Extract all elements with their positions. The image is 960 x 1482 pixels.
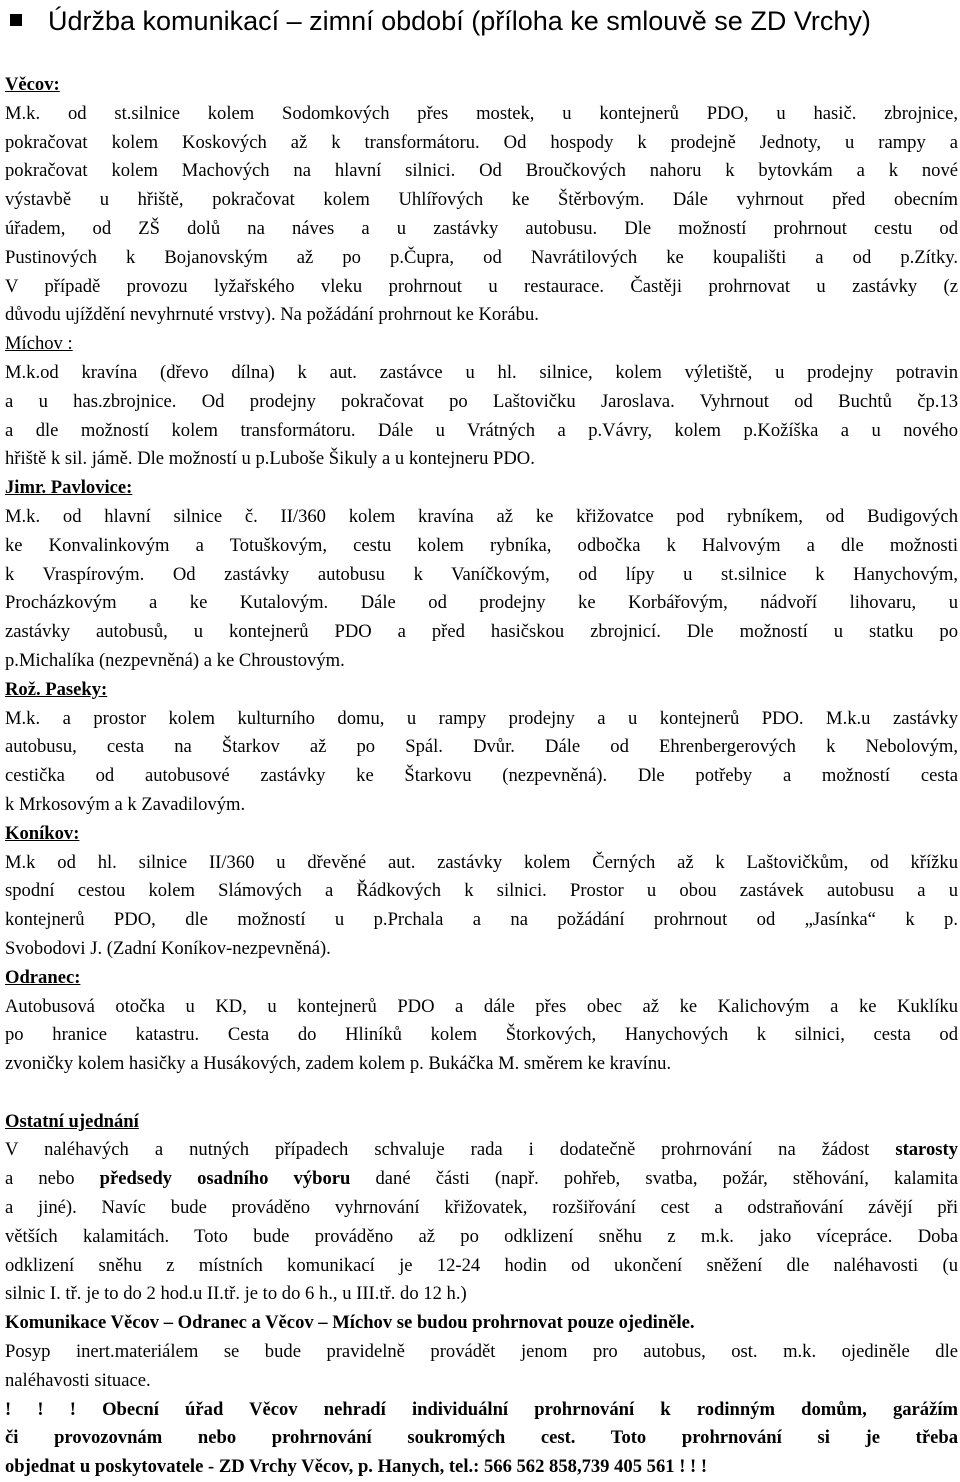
text-line [5, 1165, 958, 1194]
text-line: důvodu ujíždění nevyhrnuté vrstvy). Na požádání prohrnout ke Korábu. [5, 304, 539, 326]
text-line: Procházkovým a ke Kutalovým. Dále od prodejny ke Korbářovým, nádvoří lihovaru, u [5, 592, 958, 614]
text-line: V případě provozu lyžařského vleku prohrnout u restaurace. Častěji prohrnovat u zastávky (z [5, 275, 958, 297]
bold-text-run: starosty [895, 1139, 958, 1161]
spacer [5, 1079, 958, 1108]
document-title [10, 4, 950, 38]
text-line: hřiště k sil. jámě. Dle možností u p.Luboše Šikuly a u kontejneru PDO. [5, 448, 535, 470]
bold-notice-line: či provozovnám nebo prohrnování soukromých cest. Toto prohrnování si je třeba [5, 1427, 958, 1449]
section-heading-paseky: Rož. Paseky: [5, 678, 108, 700]
bold-text-run: předsedy osadního výboru [99, 1168, 351, 1190]
text-line: a u has.zbrojnice. Od prodejny pokračovat po Laštovičku Jaroslava. Vyhrnout od Buchtů čp.13 [5, 390, 958, 412]
text-line: Posyp inert.materiálem se bude pravidelně provádět jenom pro autobus, ost. m.k. ojediněle dle [5, 1341, 958, 1363]
text-line: M.k. od hlavní silnice č. II/360 kolem kravína až ke křižovatce pod rybníkem, od Budigových [5, 505, 958, 527]
text-line: M.k od hl. silnice II/360 u dřevěné aut. zastávky kolem Černých až k Laštovičkům, od křížku [5, 851, 958, 873]
bold-notice-line: objednat u poskytovatele - ZD Vrchy Věcov, p. Hanych, tel.: 566 562 858,739 405 561 ! ! ! [5, 1456, 708, 1478]
document-body [5, 71, 958, 1482]
bold-notice-line: ! ! ! Obecní úřad Věcov nehradí individuální prohrnování k rodinným domům, garážím [5, 1398, 958, 1420]
section-heading-odranec: Odranec: [5, 966, 81, 988]
text-line: naléhavosti situace. [5, 1369, 151, 1391]
text-line: k Vraspírovým. Od zastávky autobusu k Vaníčkovým, od lípy u st.silnice k Hanychovým, [5, 563, 958, 585]
text-line: ke Konvalinkovým a Totuškovým, cestu kolem rybníka, odbočka k Halvovým a dle možnosti [5, 534, 958, 556]
text-line: výstavbě u hřiště, pokračovat kolem Uhlířových ke Štěrbovým. Dále vyhrnout před obecním [5, 189, 958, 211]
section-heading-ostatni: Ostatní ujednání [5, 1110, 139, 1132]
text-line: Pustinových k Bojanovským až po p.Čupra, od Navrátilových ke koupališti a od p.Zítky. [5, 246, 958, 268]
text-line: M.k.od kravína (dřevo dílna) k aut. zastávce u hl. silnice, kolem výletiště, u prodejny potravin [5, 361, 958, 383]
text-line: větších kalamitách. Toto bude prováděno až po odklizení sněhu z m.k. jako vícepráce. Doba [5, 1225, 958, 1247]
text-run: a nebo [5, 1168, 75, 1190]
text-line: silnic I. tř. je to do 2 hod.u II.tř. je to do 6 h., u III.tř. do 12 h.) [5, 1283, 467, 1305]
text-line: zastávky autobusů, u kontejnerů PDO a před hasičskou zbrojnicí. Dle možností u statku po [5, 621, 958, 643]
text-line: autobusu, cesta na Štarkov až po Spál. Dvůr. Dále od Ehrenbergerových k Nebolovým, [5, 736, 958, 758]
section-heading-vecov: Věcov: [5, 74, 60, 95]
text-line: Autobusová otočka u KD, u kontejnerů PDO a dále přes obec až ke Kalichovým a ke Kuklíku [5, 995, 958, 1017]
section-heading-michov: Míchov : [5, 333, 73, 355]
text-line: k Mrkosovým a k Zavadilovým. [5, 793, 246, 815]
text-line: kontejnerů PDO, dle možností u p.Prchala a na požádání prohrnout od „Jasínka“ k p. [5, 909, 958, 931]
text-line: odklizení sněhu z místních komunikací je 12-24 hodin od ukončení sněžení dle naléhavosti (u [5, 1254, 958, 1276]
text-line: pokračovat kolem Machových na hlavní silnici. Od Broučkových nahoru k bytovkám a k nové [5, 160, 958, 182]
text-line: po hranice katastru. Cesta do Hliníků kolem Štorkových, Hanychových k silnici, cesta od [5, 1024, 958, 1046]
text-line: M.k. od st.silnice kolem Sodomkových přes mostek, u kontejnerů PDO, u hasič. zbrojnice, [5, 102, 958, 124]
text-line: cestička od autobusové zastávky ke Štarkovu (nezpevněná). Dle potřeby a možností cesta [5, 765, 958, 787]
section-heading-konikov: Koníkov: [5, 822, 80, 844]
text-line [5, 1136, 958, 1165]
text-line: spodní cestou kolem Slámových a Řádkových k silnici. Prostor u obou zastávek autobusu a u [5, 880, 958, 902]
section-heading-pavlovice: Jimr. Pavlovice: [5, 477, 133, 499]
text-run: dané části (např. pohřeb, svatba, požár, stěhování, kalamita [375, 1168, 958, 1190]
text-line: zvoničky kolem hasičky a Husákových, zadem kolem p. Bukáčka M. směrem ke kravínu. [5, 1053, 672, 1075]
square-bullet-icon [10, 14, 22, 26]
text-line: úřadem, od ZŠ dolů na náves a u zastávky autobusu. Dle možností prohrnout cestu od [5, 217, 958, 239]
text-line: a dle možností kolem transformátoru. Dále u Vrátných a p.Vávry, kolem p.Kožíška a u nového [5, 419, 958, 441]
text-line: a jiné). Navíc bude prováděno vyhrnování křižovatek, rozšiřování cest a odstraňování závějí při [5, 1197, 958, 1219]
text-line: Svobodovi J. (Zadní Koníkov-nezpevněná). [5, 937, 331, 959]
text-run: V naléhavých a nutných případech schvaluje rada i dodatečně prohrnování na žádost [5, 1139, 870, 1161]
text-line: M.k. a prostor kolem kulturního domu, u rampy prodejny a u kontejnerů PDO. M.k.u zastávky [5, 707, 958, 729]
title-text: Údržba komunikací – zimní období (příloha ke smlouvě se ZD Vrchy) [48, 6, 871, 36]
text-line: p.Michalíka (nezpevněná) a ke Chroustovým. [5, 649, 345, 671]
bold-notice-line: Komunikace Věcov – Odranec a Věcov – Míchov se budou prohrnovat pouze ojediněle. [5, 1312, 695, 1334]
text-line: pokračovat kolem Koskových až k transformátoru. Od hospody k prodejně Jednoty, u rampy a [5, 131, 958, 153]
